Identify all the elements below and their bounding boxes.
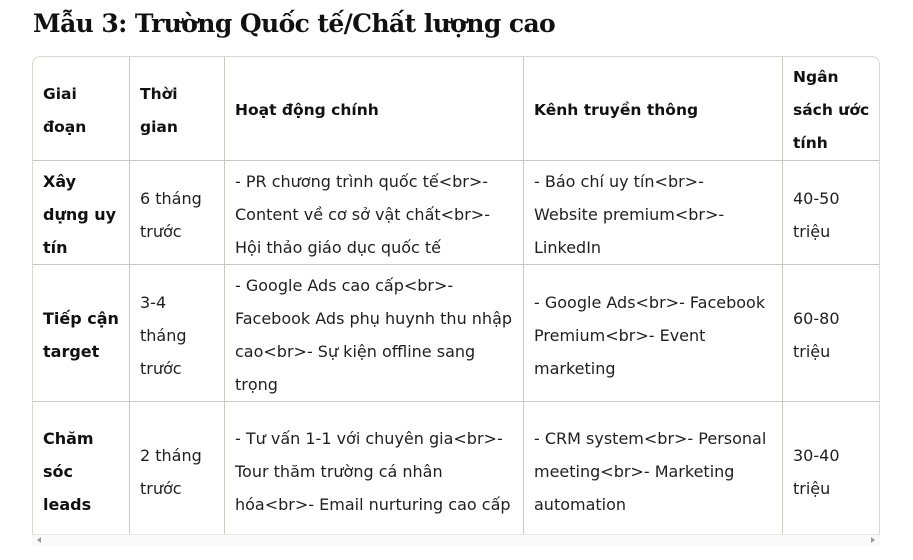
header-time: Thời gian bbox=[130, 57, 225, 161]
cell-budget: 30-40 triệu bbox=[783, 402, 881, 538]
table-header-row bbox=[33, 57, 881, 161]
table-row bbox=[33, 265, 881, 402]
table-container[interactable] bbox=[32, 56, 880, 546]
cell-channels: - CRM system<br>- Personal meeting<br>- Marketing automation bbox=[524, 402, 783, 538]
cell-time: 2 tháng trước bbox=[130, 402, 225, 538]
cell-stage: Chăm sóc leads bbox=[33, 402, 130, 538]
cell-stage: Xây dựng uy tín bbox=[33, 161, 130, 265]
header-activities: Hoạt động chính bbox=[225, 57, 524, 161]
marketing-plan-table bbox=[32, 56, 880, 538]
cell-activities: - Google Ads cao cấp<br>- Facebook Ads phụ huynh thu nhập cao<br>- Sự kiện offline sang trọng bbox=[225, 265, 524, 402]
cell-budget: 60-80 triệu bbox=[783, 265, 881, 402]
table-row bbox=[33, 402, 881, 538]
table-row bbox=[33, 161, 881, 265]
header-channels: Kênh truyền thông bbox=[524, 57, 783, 161]
header-budget: Ngân sách ước tính bbox=[783, 57, 881, 161]
cell-activities: - PR chương trình quốc tế<br>- Content về cơ sở vật chất<br>- Hội thảo giáo dục quốc tế bbox=[225, 161, 524, 265]
arrow-right-icon[interactable] bbox=[871, 537, 875, 543]
horizontal-scrollbar[interactable] bbox=[32, 534, 880, 546]
header-stage: Giai đoạn bbox=[33, 57, 130, 161]
cell-time: 6 tháng trước bbox=[130, 161, 225, 265]
cell-activities: - Tư vấn 1-1 với chuyên gia<br>- Tour thăm trường cá nhân hóa<br>- Email nurturing cao cấp bbox=[225, 402, 524, 538]
cell-budget: 40-50 triệu bbox=[783, 161, 881, 265]
cell-channels: - Báo chí uy tín<br>- Website premium<br>- LinkedIn bbox=[524, 161, 783, 265]
arrow-left-icon[interactable] bbox=[37, 537, 41, 543]
cell-time: 3-4 tháng trước bbox=[130, 265, 225, 402]
cell-channels: - Google Ads<br>- Facebook Premium<br>- Event marketing bbox=[524, 265, 783, 402]
cell-stage: Tiếp cận target bbox=[33, 265, 130, 402]
page-heading: Mẫu 3: Trường Quốc tế/Chất lượng cao bbox=[33, 9, 556, 38]
